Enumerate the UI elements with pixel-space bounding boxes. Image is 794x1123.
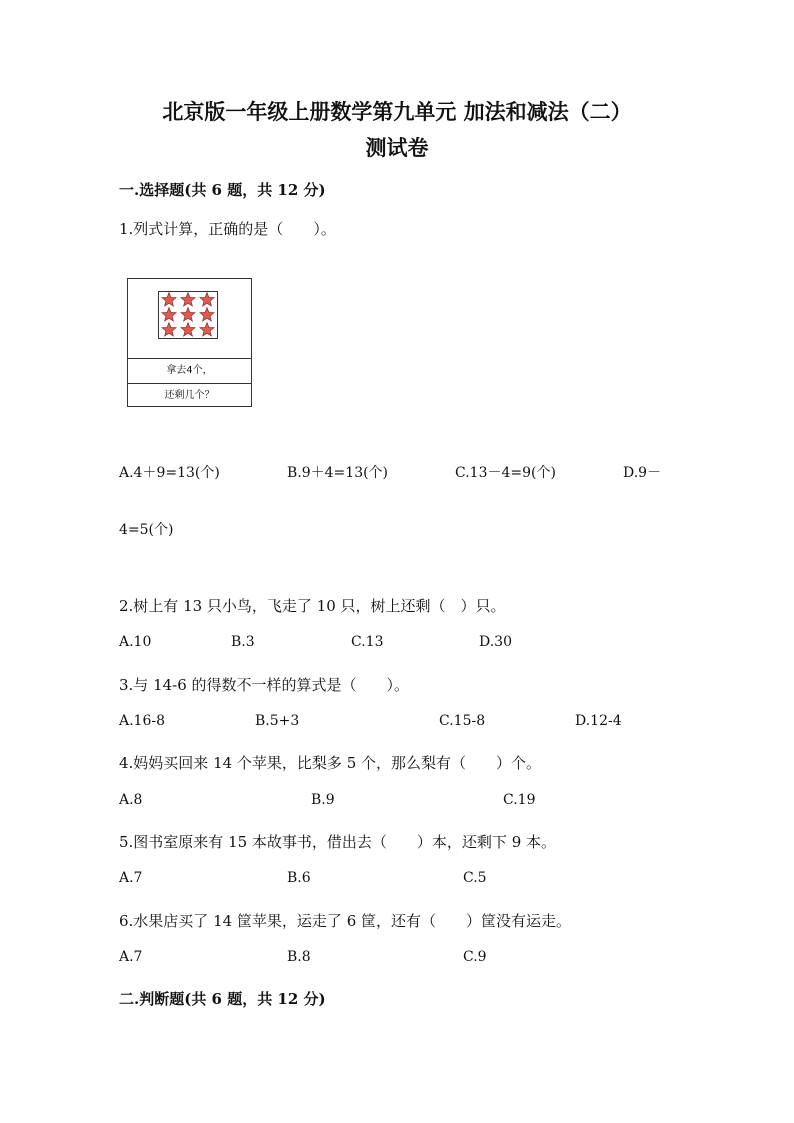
- figure-star-area: [128, 279, 251, 358]
- q4-option-a[interactable]: A.8: [119, 792, 143, 808]
- q2-option-b[interactable]: B.3: [231, 634, 255, 650]
- question-1-figure: [127, 278, 252, 407]
- star-icon: [162, 308, 176, 322]
- star-icon: [181, 308, 195, 322]
- star-icon: [181, 323, 195, 337]
- star-icon: [162, 293, 176, 307]
- q6-option-b[interactable]: B.8: [287, 949, 311, 965]
- q2-option-c[interactable]: C.13: [351, 634, 384, 650]
- question-5-text: 5.图书室原来有 15 本故事书，借出去（ ）本，还剩下 9 本。: [119, 833, 557, 851]
- q2-option-a[interactable]: A.10: [119, 634, 152, 650]
- q1-option-d-continued: 4=5(个): [119, 522, 174, 538]
- star-icon: [162, 323, 176, 337]
- q5-option-c[interactable]: C.5: [463, 870, 487, 886]
- star-icon: [200, 293, 214, 307]
- question-2-text: 2.树上有 13 只小鸟，飞走了 10 只，树上还剩（ ）只。: [119, 597, 506, 615]
- page-title-line2: 测试卷: [365, 135, 429, 160]
- figure-caption-take: 拿去4个，: [128, 358, 251, 383]
- star-box: [158, 291, 218, 339]
- q2-option-d[interactable]: D.30: [479, 634, 512, 650]
- q6-option-a[interactable]: A.7: [119, 949, 143, 965]
- star-icon: [181, 293, 195, 307]
- q3-option-d[interactable]: D.12-4: [575, 713, 622, 729]
- question-1-text: 1.列式计算，正确的是（ ）。: [119, 220, 336, 238]
- question-4-text: 4.妈妈买回来 14 个苹果，比梨多 5 个，那么梨有（ ）个。: [119, 754, 542, 772]
- question-3-text: 3.与 14-6 的得数不一样的算式是（ ）。: [119, 676, 410, 694]
- q3-option-c[interactable]: C.15-8: [439, 713, 486, 729]
- q5-option-b[interactable]: B.6: [287, 870, 311, 886]
- q5-option-a[interactable]: A.7: [119, 870, 143, 886]
- q6-option-c[interactable]: C.9: [463, 949, 487, 965]
- figure-caption-remain: 还剩几个？: [128, 383, 251, 408]
- q4-option-b[interactable]: B.9: [311, 792, 335, 808]
- q3-option-a[interactable]: A.16-8: [119, 713, 166, 729]
- star-icon: [200, 308, 214, 322]
- question-6-text: 6.水果店买了 14 筐苹果，运走了 6 筐，还有（ ）筐没有运走。: [119, 912, 572, 930]
- page-title-line1: 北京版一年级上册数学第九单元 加法和减法（二）: [162, 99, 632, 124]
- section-heading-choice: 一.选择题(共 6 题，共 12 分): [119, 181, 326, 199]
- q1-option-d[interactable]: D.9－: [623, 465, 662, 481]
- stars-grid: [159, 292, 217, 338]
- q1-option-b[interactable]: B.9＋4=13(个): [287, 465, 389, 481]
- q1-option-c[interactable]: C.13－4=9(个): [455, 465, 556, 481]
- q4-option-c[interactable]: C.19: [503, 792, 536, 808]
- q1-option-a[interactable]: A.4＋9=13(个): [119, 465, 220, 481]
- section-heading-judgement: 二.判断题(共 6 题，共 12 分): [119, 990, 326, 1008]
- star-icon: [200, 323, 214, 337]
- q3-option-b[interactable]: B.5+3: [255, 713, 300, 729]
